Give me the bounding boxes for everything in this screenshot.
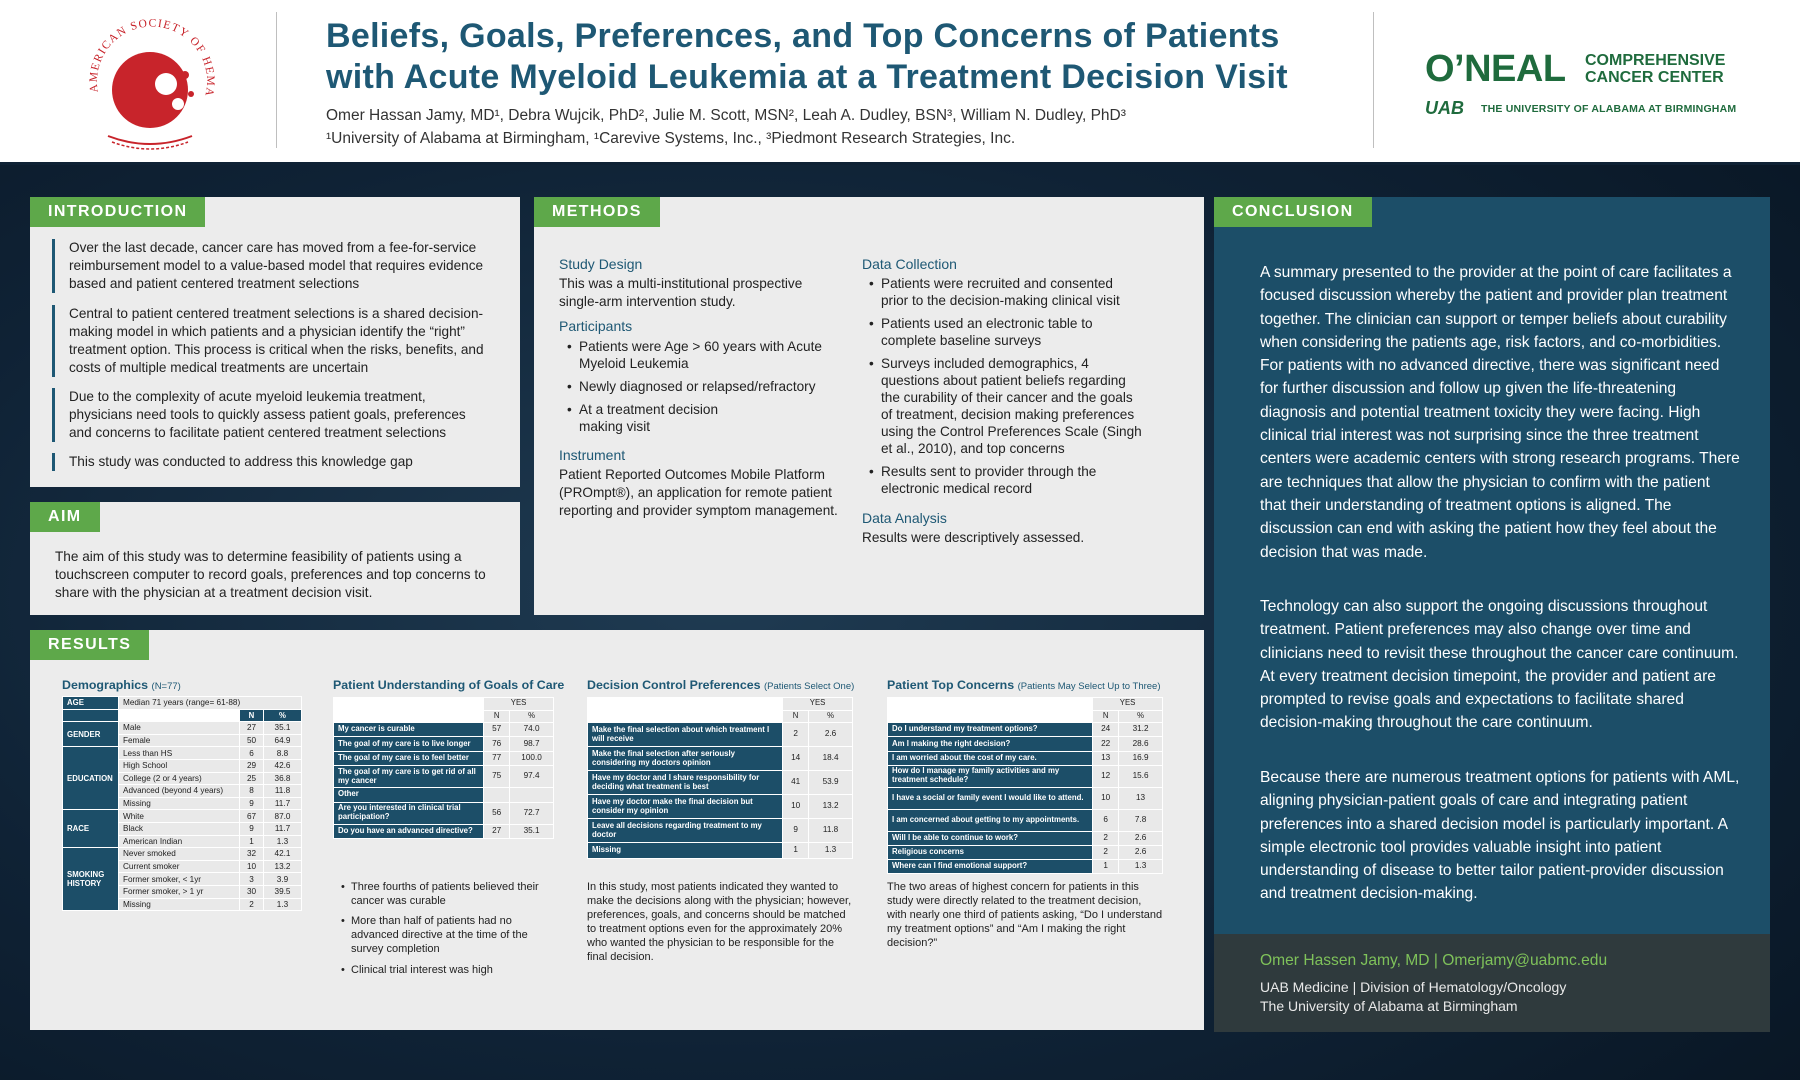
table-row [888,831,1163,845]
question-cell: Make the final selection about which treatment I will receive [588,723,783,747]
goals-bullet: • More than half of patients had no advanced directive at the time of the survey completion [341,914,551,956]
table-row [888,751,1163,765]
table-cell: College (2 or 4 years) [119,772,240,785]
concerns-title [887,678,1161,692]
table-cell: 36.8 [264,772,302,785]
col-n-header: N [1093,710,1119,723]
age-value: Median 71 years (range= 61-88) [119,697,302,710]
question-cell: Make the final selection after seriously considering my doctors opinion [588,747,783,771]
conclusion-paragraph-3: Because there are numerous treatment options for patients with AML, aligning physician-patient goals of care and integrating patient preferences into a shared decision model is particularly important. A simple electronic tool provides valuable insight into patient understanding of disease to better tailor patient-provider discussion and treatment decision-making. [1260,769,1740,903]
ash-logo-text: AMERICAN SOCIETY OF HEMA [87,17,217,97]
table-cell: 98.7 [510,737,554,751]
table-cell: 2 [1093,831,1119,845]
demographics-subtitle: (N=77) [151,681,181,692]
section-label: RACE [63,810,119,848]
table-cell: 56 [484,802,510,824]
table-row [888,787,1163,809]
methods-panel [534,197,1204,615]
table-cell: 2.6 [1119,831,1163,845]
instrument-text: Patient Reported Outcomes Mobile Platform (PROmpt®), an application for remote patient reporting and provider symptom management. [559,467,838,518]
table-cell: Never smoked [119,848,240,861]
table-cell: 31.2 [1119,723,1163,737]
table-cell: 76 [484,737,510,751]
table-cell: 10 [783,795,809,819]
question-cell: Will I be able to continue to work? [888,831,1093,845]
table-row [63,697,302,710]
table-cell: 13 [1119,787,1163,809]
question-cell: Missing [588,843,783,859]
table-cell: 1 [1093,860,1119,874]
question-cell: I am concerned about getting to my appointments. [888,809,1093,831]
data-analysis-text: Results were descriptively assessed. [862,530,1085,545]
decision-text: In this study, most patients indicated they wanted to make the decisions along with the physician; however, preferences, goals, and concerns should be matched to treatment options even for the approximately 20% who wanted the physician to be responsible for the final decision. [587,881,852,963]
table-cell: 18.4 [809,747,853,771]
table-cell: Male [119,722,240,735]
table-cell [334,698,484,711]
introduction-panel [30,197,520,487]
demographics-title-text: Demographics [62,678,149,692]
study-design-heading: Study Design [559,256,643,272]
table-cell: 13 [1093,751,1119,765]
table-cell: 11.7 [264,822,302,835]
study-design-text: This was a multi-institutional prospective single-arm intervention study. [559,276,803,309]
table-cell [484,788,510,802]
table-cell: 29 [240,759,264,772]
table-cell: 100.0 [510,751,554,765]
decision-subtitle: (Patients Select One) [763,681,855,692]
demographics-title [62,678,181,692]
goals-table [333,697,554,839]
uab-logo-text: THE UNIVERSITY OF ALABAMA AT BIRMINGHAM [1481,103,1737,115]
table-cell: 24 [1093,723,1119,737]
question-cell: The goal of my care is to live longer [334,737,484,751]
contact-name: Omer Hassen Jamy, MD | Omerjamy@uabmc.edu [1260,952,1608,969]
table-cell: 42.1 [264,848,302,861]
table-row [588,819,853,843]
table-cell: 27 [240,722,264,735]
intro-paragraph-4: This study was conducted to address this knowledge gap [52,453,492,471]
conclusion-paragraph-1: A summary presented to the provider at the point of care facilitates a focused discussion whereby the patient and provider plan treatment together. The clinician can support or temper beliefs about curability when considering the patients age, risk factors, and co-morbidities. For patients with no advanced directive, there was significant need for further discussion and follow up given the life-threatening diagnosis and potential treatment toxicity they were facing. High clinical trial interest was not surprising since the three treatment centers were academic centers with strong research programs. There are techniques that allow the physician to confirm with the patient that their understanding of treatment options is aligned. The discussion can end with asking the patient how they feel about the decision that was made. [1260,264,1740,561]
question-cell: Leave all decisions regarding treatment to my doctor [588,819,783,843]
table-cell: 57 [484,723,510,737]
table-cell: 72.7 [510,802,554,824]
table-row [334,698,554,711]
contact-department: UAB Medicine | Division of Hematology/Oncology [1260,979,1567,995]
decision-title [587,678,854,692]
table-row [588,795,853,819]
table-cell: 12 [1093,765,1119,787]
participants-heading: Participants [559,318,633,334]
table-row [888,860,1163,874]
table-cell: 27 [484,824,510,838]
col-pct-header: % [264,709,302,722]
table-row [588,698,853,711]
oneal-subtitle-1: COMPREHENSIVE [1585,52,1726,69]
question-cell: Do I understand my treatment options? [888,723,1093,737]
table-row [588,747,853,771]
poster-title [326,16,1336,98]
table-cell: Female [119,734,240,747]
table-cell: 35.1 [264,722,302,735]
oneal-logo [1425,48,1745,120]
table-row [334,723,554,737]
table-cell: 10 [240,860,264,873]
table-cell: 74.0 [510,723,554,737]
table-cell: 35.1 [510,824,554,838]
col-n-header: N [240,709,264,722]
table-cell: 87.0 [264,810,302,823]
table-row [888,809,1163,831]
table-cell [588,710,783,723]
table-cell: Former smoker, > 1 yr [119,885,240,898]
table-cell: 13.2 [264,860,302,873]
table-cell: 6 [1093,809,1119,831]
ash-logo [78,12,226,152]
yes-header: YES [1093,698,1163,711]
table-cell: 75 [484,766,510,788]
results-panel [30,630,1204,1030]
table-row [63,848,302,861]
intro-paragraph-3: Due to the complexity of acute myeloid leukemia treatment, physicians need tools to quickly assess patient goals, preferences and concerns to facilitate patient centered treatment selections [52,388,492,442]
table-cell: 50 [240,734,264,747]
aim-label: AIM [30,502,100,532]
table-row [888,698,1163,711]
table-cell [63,709,119,722]
table-row [334,737,554,751]
question-cell: Am I making the right decision? [888,737,1093,751]
table-cell [888,698,1093,711]
col-pct-header: % [809,710,853,723]
aim-panel [30,502,520,615]
table-cell: 8 [240,785,264,798]
table-cell: 1.3 [1119,860,1163,874]
data-collection-item: • Surveys included demographics, 4 questions about patient beliefs regarding the curability of their cancer and the goals of treatment, decision making preferences using the Control Preferences Scale (Singh et al., 2010), and top concerns [867,355,1142,457]
table-cell: White [119,810,240,823]
aim-text: The aim of this study was to determine feasibility of patients using a touchscreen computer to record goals, preferences and top concerns to share with the physician at a treatment decision visit. [55,549,486,600]
table-cell: 1.3 [264,898,302,911]
table-cell: 13.2 [809,795,853,819]
question-cell: I am worried about the cost of my care. [888,751,1093,765]
goals-bullet: • Clinical trial interest was high [341,963,551,977]
table-cell: Former smoker, < 1yr [119,873,240,886]
question-cell: Religious concerns [888,845,1093,859]
table-cell: 11.7 [264,797,302,810]
contact-panel [1214,934,1770,1032]
table-cell: 97.4 [510,766,554,788]
participants-item: • Newly diagnosed or relapsed/refractory [565,378,835,395]
results-label: RESULTS [30,630,149,660]
table-cell: 16.9 [1119,751,1163,765]
question-cell: I have a social or family event I would like to attend. [888,787,1093,809]
table-row [334,710,554,723]
table-cell: 14 [783,747,809,771]
table-row [888,845,1163,859]
table-cell: 3.9 [264,873,302,886]
table-cell: Black [119,822,240,835]
table-cell: 2 [240,898,264,911]
question-cell: Are you interested in clinical trial participation? [334,802,484,824]
table-row [888,737,1163,751]
table-cell: Current smoker [119,860,240,873]
table-row [334,824,554,838]
table-cell: 39.5 [264,885,302,898]
title-line-2: with Acute Myeloid Leukemia at a Treatment Decision Visit [326,58,1288,96]
table-cell: 9 [783,819,809,843]
table-cell: 2 [1093,845,1119,859]
table-cell: 22 [1093,737,1119,751]
col-n-header: N [783,710,809,723]
concerns-text: The two areas of highest concern for patients in this study were directly related to the treatment decision, with nearly one third of patients asking, “Do I understand my treatment options” and “Am I making the right decision?” [887,881,1163,949]
yes-header: YES [484,698,554,711]
table-cell: 1.3 [809,843,853,859]
col-pct-header: % [510,710,554,723]
section-label: EDUCATION [63,747,119,810]
data-collection-item: • Results sent to provider through the electronic medical record [867,463,1137,497]
participants-item: • Patients were Age > 60 years with Acute Myeloid Leukemia [565,338,835,372]
table-cell: Missing [119,898,240,911]
conclusion-paragraph-2: Technology can also support the ongoing discussions throughout treatment. Patient preferences may also change over time and clinicians need to revisit these throughout the cancer care continuum. At every treatment decision timepoint, the provider and patient are prompted to revise goals and expectations to facilitate shared decision-making throughout the care continuum. [1260,598,1739,732]
table-cell: 42.6 [264,759,302,772]
table-cell: 9 [240,797,264,810]
table-cell: 1.3 [264,835,302,848]
table-row [588,771,853,795]
header-divider-right [1373,12,1374,148]
introduction-label: INTRODUCTION [30,197,205,227]
table-row [63,709,302,722]
question-cell: Have my doctor and I share responsibility for deciding what treatment is best [588,771,783,795]
goals-bullet: • Three fourths of patients believed their cancer was curable [341,880,551,908]
table-row [588,843,853,859]
table-row [334,751,554,765]
table-cell: Less than HS [119,747,240,760]
demographics-table [62,696,302,911]
authors: Omer Hassan Jamy, MD¹, Debra Wujcik, PhD², Julie M. Scott, MSN², Leah A. Dudley, BSN³, William N. Dudley, PhD³ [326,107,1126,124]
table-row [63,722,302,735]
table-cell [888,710,1093,723]
concerns-title-text: Patient Top Concerns [887,678,1015,692]
table-row [588,723,853,747]
table-cell: 28.6 [1119,737,1163,751]
table-row [588,710,853,723]
question-cell: The goal of my care is to get rid of all my cancer [334,766,484,788]
decision-title-text: Decision Control Preferences [587,678,761,692]
table-row [334,766,554,788]
table-cell: 3 [240,873,264,886]
question-cell: Other [334,788,484,802]
table-cell [119,709,240,722]
table-cell: 2.6 [1119,845,1163,859]
question-cell: How do I manage my family activities and my treatment schedule? [888,765,1093,787]
table-cell: 10 [1093,787,1119,809]
table-row [63,810,302,823]
table-cell: 67 [240,810,264,823]
uab-logo-mark: UAB [1425,98,1464,118]
table-cell: 2.6 [809,723,853,747]
title-line-1: Beliefs, Goals, Preferences, and Top Concerns of Patients [326,17,1280,55]
question-cell: Where can I find emotional support? [888,860,1093,874]
question-cell: Have my doctor make the final decision but consider my opinion [588,795,783,819]
table-cell: 2 [783,723,809,747]
data-collection-item: • Patients used an electronic table to complete baseline surveys [867,315,1142,349]
table-cell: High School [119,759,240,772]
question-cell: My cancer is curable [334,723,484,737]
decision-table [587,697,853,859]
table-cell: 64.9 [264,734,302,747]
participants-item: • At a treatment decision making visit [565,401,745,435]
yes-header: YES [783,698,853,711]
table-cell: 77 [484,751,510,765]
question-cell: Do you have an advanced directive? [334,824,484,838]
methods-label: METHODS [534,197,660,227]
table-cell: Missing [119,797,240,810]
conclusion-panel [1214,197,1770,934]
question-cell: The goal of my care is to feel better [334,751,484,765]
table-cell: 11.8 [809,819,853,843]
table-cell: 15.6 [1119,765,1163,787]
col-n-header: N [484,710,510,723]
table-cell [334,710,484,723]
table-row [334,802,554,824]
intro-paragraph-2: Central to patient centered treatment selections is a shared decision-making model in which patients and a physician identify the “right” treatment option. This process is critical when the risks, benefits, and costs of multiple medical treatments are uncertain [52,305,492,377]
table-cell: 30 [240,885,264,898]
table-cell [510,788,554,802]
data-collection-heading: Data Collection [862,256,957,272]
oneal-subtitle-2: CANCER CENTER [1585,69,1724,86]
table-cell: American Indian [119,835,240,848]
table-cell: 11.8 [264,785,302,798]
oneal-subtitle [1585,52,1725,86]
oneal-name: O’NEAL [1425,48,1566,90]
section-label: GENDER [63,722,119,747]
contact-institution: The University of Alabama at Birmingham [1260,998,1518,1014]
poster-header [0,0,1800,165]
table-cell: 1 [240,835,264,848]
table-cell: 53.9 [809,771,853,795]
table-row [888,765,1163,787]
table-row [888,723,1163,737]
table-cell: 9 [240,822,264,835]
concerns-table [887,697,1163,874]
data-collection-item: • Patients were recruited and consented prior to the decision-making clinical visit [867,275,1137,309]
instrument-heading: Instrument [559,447,626,463]
table-cell: 41 [783,771,809,795]
table-cell: 7.8 [1119,809,1163,831]
section-label: SMOKING HISTORY [63,848,119,911]
table-row [888,710,1163,723]
table-cell: Advanced (beyond 4 years) [119,785,240,798]
table-cell: 32 [240,848,264,861]
concerns-subtitle: (Patients May Select Up to Three) [1017,681,1161,692]
table-row [63,747,302,760]
conclusion-label: CONCLUSION [1214,197,1372,227]
col-pct-header: % [1119,710,1163,723]
data-analysis-heading: Data Analysis [862,510,947,526]
table-cell [588,698,783,711]
table-cell: 8.8 [264,747,302,760]
header-divider-left [276,12,277,148]
table-cell: 1 [783,843,809,859]
affiliations: ¹University of Alabama at Birmingham, ¹Carevive Systems, Inc., ³Piedmont Research Strategies, Inc. [326,130,1016,147]
table-cell: 25 [240,772,264,785]
table-row [334,788,554,802]
intro-paragraph-1: Over the last decade, cancer care has moved from a fee-for-service reimbursement model to a value-based model that requires evidence based and patient centered treatment selections [52,239,492,293]
table-cell: 6 [240,747,264,760]
goals-title: Patient Understanding of Goals of Care [333,678,565,692]
age-label: AGE [63,697,119,710]
